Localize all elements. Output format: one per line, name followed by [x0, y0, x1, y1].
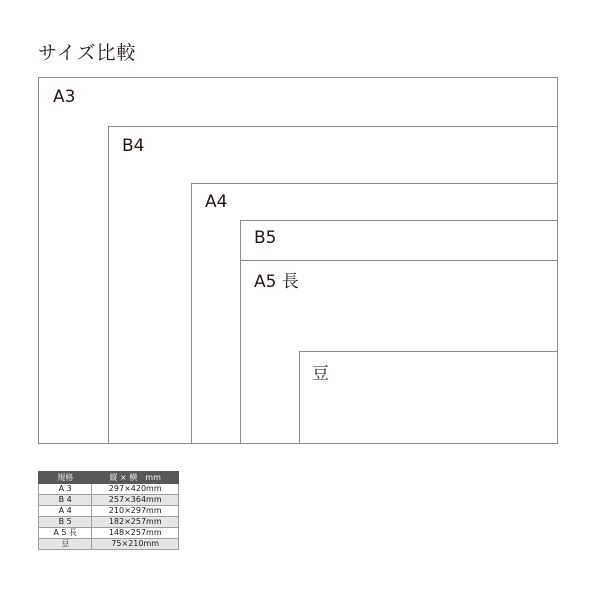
cell-size: 257×364mm — [92, 495, 179, 506]
cell-size: 297×420mm — [92, 484, 179, 495]
size-label-b4: B4 — [122, 136, 145, 156]
size-label-a3: A3 — [53, 87, 76, 107]
size-label-mame: 豆 — [312, 364, 329, 384]
table-row — [39, 517, 179, 528]
size-label-a5-long: A5 長 — [254, 272, 299, 292]
cell-size: 75×210mm — [92, 539, 179, 550]
cell-size: 210×297mm — [92, 506, 179, 517]
size-spec-table — [38, 471, 179, 550]
cell-spec: A 4 — [39, 506, 92, 517]
cell-spec: B 4 — [39, 495, 92, 506]
table-row — [39, 506, 179, 517]
table-row — [39, 528, 179, 539]
size-label-b5: B5 — [254, 228, 277, 248]
table-row — [39, 495, 179, 506]
table-row — [39, 484, 179, 495]
cell-spec: A 3 — [39, 484, 92, 495]
header-spec: 規格 — [39, 472, 92, 484]
table-header-row — [39, 472, 179, 484]
cell-spec: 豆 — [39, 539, 92, 550]
cell-size: 182×257mm — [92, 517, 179, 528]
cell-spec: B 5 — [39, 517, 92, 528]
cell-spec: A 5 長 — [39, 528, 92, 539]
header-size: 縦 × 横 mm — [92, 472, 179, 484]
size-label-a4: A4 — [205, 192, 228, 212]
cell-size: 148×257mm — [92, 528, 179, 539]
table-row — [39, 539, 179, 550]
page-title: サイズ比較 — [38, 42, 137, 64]
size-box-mame — [299, 351, 558, 444]
